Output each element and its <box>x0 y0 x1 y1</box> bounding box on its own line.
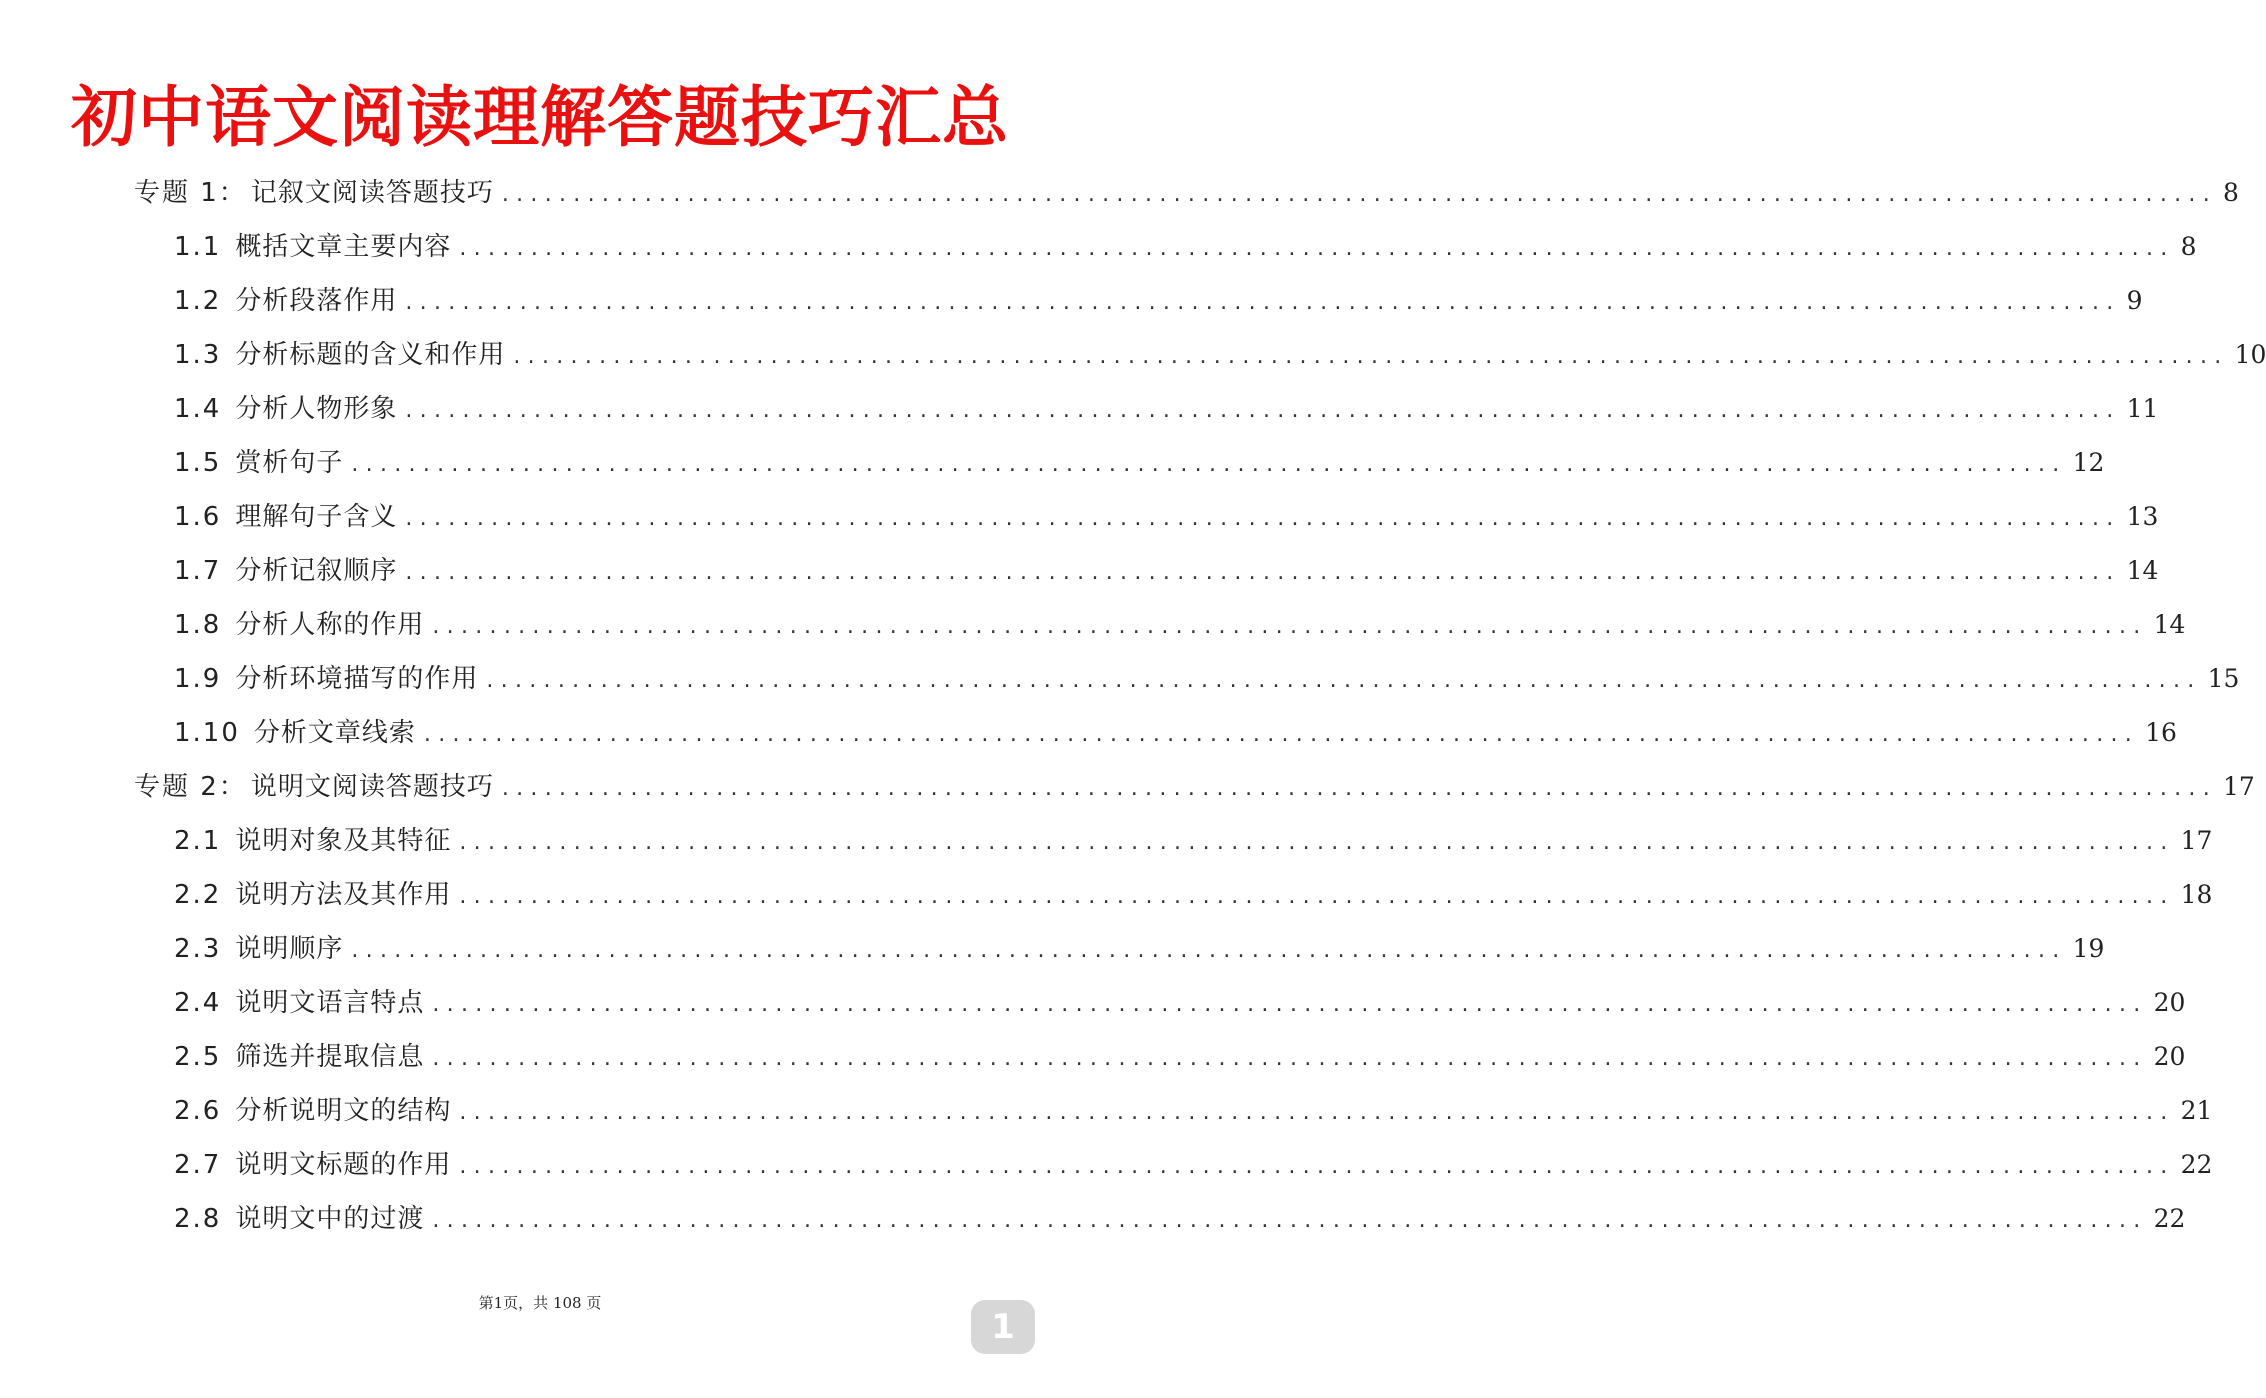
toc-leader-dots: ........................................................................................................................ <box>459 830 2175 855</box>
toc-leader-dots: ........................................................................................................................ <box>501 776 2218 801</box>
toc-entry-number: 1.7 <box>174 556 222 586</box>
toc-entry-label <box>174 490 397 544</box>
toc-entry[interactable] <box>174 490 2159 544</box>
toc-entry-number: 2.5 <box>174 1042 222 1072</box>
toc-entry-page: 8 <box>2223 178 2239 207</box>
toc-entry[interactable] <box>174 1138 2213 1192</box>
toc-entry-number: 专题 2： <box>134 772 247 802</box>
toc-leader-dots: ........................................................................................................................ <box>432 992 2148 1017</box>
page-number-badge[interactable]: 1 <box>971 1300 1035 1354</box>
toc-entry-page: 13 <box>2126 502 2159 531</box>
toc-entry-number: 2.4 <box>174 988 222 1018</box>
toc-entry[interactable] <box>174 1192 2186 1246</box>
toc-entry-number: 2.7 <box>174 1150 222 1180</box>
toc-entry[interactable] <box>174 544 2159 598</box>
toc-leader-dots: ........................................................................................................................ <box>405 506 2121 531</box>
toc-entry-number: 1.4 <box>174 394 222 424</box>
toc-entry-text: 说明对象及其特征 <box>235 826 452 856</box>
toc-entry-page: 19 <box>2072 934 2105 963</box>
toc-entry-label <box>134 166 494 220</box>
toc-entry-number: 1.1 <box>174 232 222 262</box>
toc-entry-label <box>174 706 416 760</box>
toc-entry[interactable] <box>174 868 2213 922</box>
toc-leader-dots: ........................................................................................................................ <box>351 938 2067 963</box>
toc-entry[interactable] <box>174 814 2213 868</box>
toc-leader-dots: ........................................................................................................................ <box>423 722 2140 747</box>
toc-entry-page: 17 <box>2223 772 2255 801</box>
toc-entry-text: 说明方法及其作用 <box>235 880 452 910</box>
toc-entry-text: 说明文阅读答题技巧 <box>250 772 494 802</box>
toc-entry-label <box>174 382 397 436</box>
page-footer: 第1页，共 108 页 <box>478 1294 602 1312</box>
toc-entry[interactable] <box>174 1030 2186 1084</box>
toc-entry-text: 理解句子含义 <box>235 502 398 532</box>
toc-entry-label <box>174 1084 451 1138</box>
toc-entry-page: 10 <box>2234 340 2266 369</box>
toc-entry-page: 14 <box>2126 556 2159 585</box>
toc-entry-number: 1.6 <box>174 502 222 532</box>
toc-entry-number: 1.5 <box>174 448 222 478</box>
toc-entry[interactable] <box>174 1084 2213 1138</box>
toc-entry-label <box>174 1138 451 1192</box>
toc-entry-page: 16 <box>2145 718 2177 747</box>
toc-entry[interactable] <box>174 220 2197 274</box>
toc-entry-page: 20 <box>2153 1042 2186 1071</box>
toc-entry[interactable] <box>174 598 2186 652</box>
toc-entry-number: 2.8 <box>174 1204 222 1234</box>
toc-leader-dots: ........................................................................................................................ <box>405 290 2121 315</box>
toc-entry-label <box>174 976 424 1030</box>
toc-entry-number: 1.8 <box>174 610 222 640</box>
toc-entry-text: 分析段落作用 <box>235 286 398 316</box>
toc-entry[interactable] <box>174 274 2143 328</box>
toc-entry-page: 18 <box>2180 880 2213 909</box>
toc-entry[interactable] <box>174 436 2105 490</box>
toc-entry-text: 分析人物形象 <box>235 394 398 424</box>
toc-entry[interactable] <box>174 976 2186 1030</box>
toc-leader-dots: ........................................................................................................................ <box>405 398 2121 423</box>
document-title: 初中语文阅读理解答题技巧汇总 <box>71 79 1009 156</box>
toc-entry-text: 分析说明文的结构 <box>235 1096 452 1126</box>
toc-entry-text: 概括文章主要内容 <box>235 232 452 262</box>
toc-entry-page: 14 <box>2153 610 2186 639</box>
toc-entry-label <box>174 814 451 868</box>
toc-leader-dots: ........................................................................................................................ <box>459 1154 2175 1179</box>
toc-entry-label <box>174 922 343 976</box>
toc-entry-text: 说明文标题的作用 <box>235 1150 452 1180</box>
toc-leader-dots: ........................................................................................................................ <box>486 668 2202 693</box>
toc-entry-number: 2.3 <box>174 934 222 964</box>
toc-entry[interactable] <box>134 760 2255 814</box>
toc-entry-text: 分析记叙顺序 <box>235 556 398 586</box>
toc-entry-text: 记叙文阅读答题技巧 <box>250 178 494 208</box>
toc-entry-text: 筛选并提取信息 <box>235 1042 425 1072</box>
toc-entry-page: 22 <box>2180 1150 2213 1179</box>
toc-entry-page: 20 <box>2153 988 2186 1017</box>
toc-entry-page: 22 <box>2153 1204 2186 1233</box>
toc-leader-dots: ........................................................................................................................ <box>405 560 2121 585</box>
toc-leader-dots: ........................................................................................................................ <box>459 236 2175 261</box>
toc-entry[interactable] <box>174 382 2159 436</box>
toc-entry-page: 8 <box>2180 232 2197 261</box>
toc-entry-number: 1.9 <box>174 664 222 694</box>
toc-entry-number: 2.1 <box>174 826 222 856</box>
toc-entry-page: 9 <box>2126 286 2143 315</box>
toc-entry-text: 分析人称的作用 <box>235 610 425 640</box>
toc-entry-label <box>174 1030 424 1084</box>
toc-entry-number: 2.2 <box>174 880 222 910</box>
toc-entry[interactable] <box>174 652 2240 706</box>
toc-leader-dots: ........................................................................................................................ <box>501 182 2218 207</box>
toc-leader-dots: ........................................................................................................................ <box>432 614 2148 639</box>
toc-leader-dots: ........................................................................................................................ <box>351 452 2067 477</box>
toc-entry-label <box>174 274 397 328</box>
toc-entry-number: 专题 1： <box>134 178 247 208</box>
toc-entry-page: 11 <box>2126 394 2159 423</box>
toc-entry-label <box>174 1192 424 1246</box>
toc-entry-label <box>174 544 397 598</box>
toc-entry-label <box>174 598 424 652</box>
toc-entry-label <box>174 868 451 922</box>
toc-entry[interactable] <box>134 166 2239 220</box>
toc-leader-dots: ........................................................................................................................ <box>459 884 2175 909</box>
toc-entry-number: 1.2 <box>174 286 222 316</box>
toc-entry[interactable] <box>174 706 2177 760</box>
toc-entry-text: 分析文章线索 <box>253 718 416 748</box>
toc-entry-page: 12 <box>2072 448 2105 477</box>
toc-entry-label <box>174 652 478 706</box>
toc-entry-text: 说明文中的过渡 <box>235 1204 425 1234</box>
toc-entry-number: 1.3 <box>174 340 222 370</box>
toc-entry-number: 1.10 <box>174 718 240 748</box>
toc-entry[interactable] <box>174 922 2105 976</box>
toc-leader-dots: ........................................................................................................................ <box>432 1208 2148 1233</box>
toc-entry-page: 21 <box>2180 1096 2213 1125</box>
toc-entry-text: 分析环境描写的作用 <box>235 664 479 694</box>
toc-entry-label <box>174 436 343 490</box>
toc-entry[interactable] <box>174 328 2266 382</box>
toc-leader-dots: ........................................................................................................................ <box>513 344 2229 369</box>
toc-leader-dots: ........................................................................................................................ <box>459 1100 2175 1125</box>
toc-entry-text: 说明文语言特点 <box>235 988 425 1018</box>
toc-leader-dots: ........................................................................................................................ <box>432 1046 2148 1071</box>
toc-entry-page: 17 <box>2180 826 2213 855</box>
toc-entry-text: 赏析句子 <box>235 448 344 478</box>
toc-entry-text: 说明顺序 <box>235 934 344 964</box>
toc-entry-label <box>134 760 494 814</box>
toc-entry-label <box>174 220 451 274</box>
toc-entry-label <box>174 328 505 382</box>
toc-entry-number: 2.6 <box>174 1096 222 1126</box>
toc-entry-page: 15 <box>2207 664 2240 693</box>
toc-entry-text: 分析标题的含义和作用 <box>235 340 506 370</box>
